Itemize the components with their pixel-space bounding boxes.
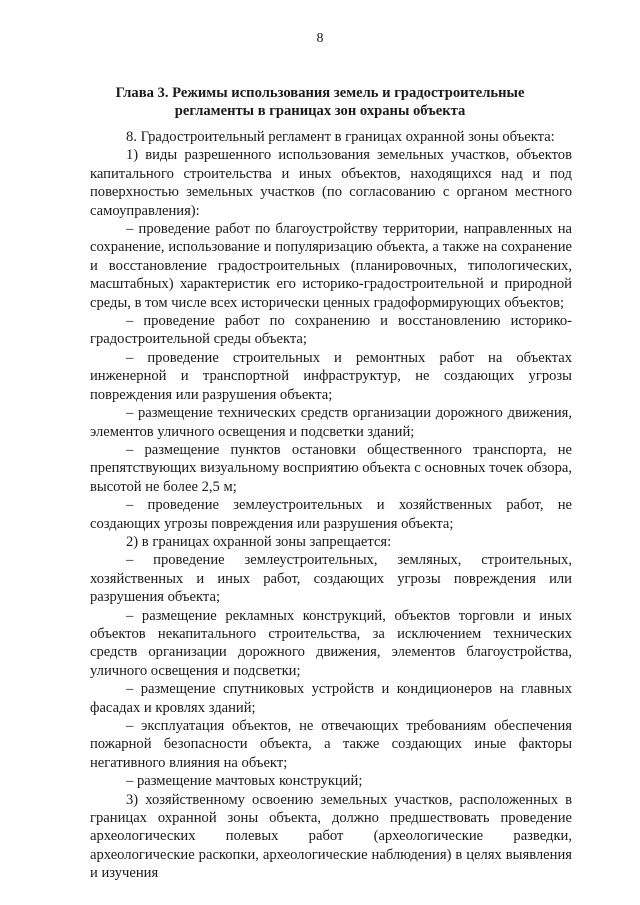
paragraph: 3) хозяйственному освоению земельных участков, расположенных в границах охранной зоны объекта, должно предшествовать проведение археологических полевых работ (археологические разведки, археологические раскопки, археологические наблюдения) в целях выявления и изучения — [90, 791, 572, 882]
list-item: – проведение землеустроительных и хозяйственных работ, не создающих угрозы повреждения или разрушения объекта; — [90, 497, 572, 532]
list-item: – размещение рекламных конструкций, объектов торговли и иных объектов некапитального строительства, за исключением технических средств организации дорожного движения, элементов благоустройства, уличного освещения и подсветки; — [90, 607, 572, 679]
list-item: – проведение работ по благоустройству территории, направленных на сохранение, использование и популяризацию объекта, а также на сохранение и восстановление градостроительных (планировочных, типологических, масштабных) характеристик его историко-градостроительной и природной среды, в том числе всех исторически ценных градоформирующих объектов; — [90, 221, 572, 311]
paragraph: 2) в границах охранной зоны запрещается: — [126, 533, 392, 550]
chapter-title — [100, 84, 540, 120]
paragraph: 8. Градостроительный регламент в границах охранной зоны объекта: — [126, 129, 555, 145]
paragraph: 1) виды разрешенного использования земельных участков, объектов капитального строительства и иных объектов, находящихся над и под поверхностью земельных участков (по согласованию с органом местного самоуправления): — [90, 147, 572, 219]
list-item: – размещение пунктов остановки общественного транспорта, не препятствующих визуальному восприятию объекта с основных точек обзора, высотой не более 2,5 м; — [90, 441, 572, 495]
list-item: – размещение технических средств организации дорожного движения, элементов уличного освещения и подсветки зданий; — [90, 405, 572, 440]
chapter-title-line-1: Глава 3. Режимы использования земель и градостроительные — [115, 85, 525, 101]
list-item: – размещение мачтовых конструкций; — [126, 773, 363, 790]
list-item: – эксплуатация объектов, не отвечающих требованиям обеспечения пожарной безопасности объекта, а также создающих иные факторы негативного влияния на объект; — [90, 718, 572, 771]
document-body — [90, 128, 572, 883]
list-item: – проведение землеустроительных, земляных, строительных, хозяйственных и иных работ, создающих угрозы повреждения или разрушения объекта; — [90, 552, 572, 606]
page-number: 8 — [316, 31, 324, 46]
list-item: – проведение строительных и ремонтных работ на объектах инженерной и транспортной инфраструктур, не создающих угрозы повреждения или разрушения объекта; — [90, 349, 572, 403]
list-item: – размещение спутниковых устройств и кондиционеров на главных фасадах и кровлях зданий; — [90, 681, 572, 716]
list-item: – проведение работ по сохранению и восстановлению историко-градостроительной среды объекта; — [90, 313, 572, 348]
chapter-title-line-2: регламенты в границах зон охраны объекта — [174, 103, 466, 119]
